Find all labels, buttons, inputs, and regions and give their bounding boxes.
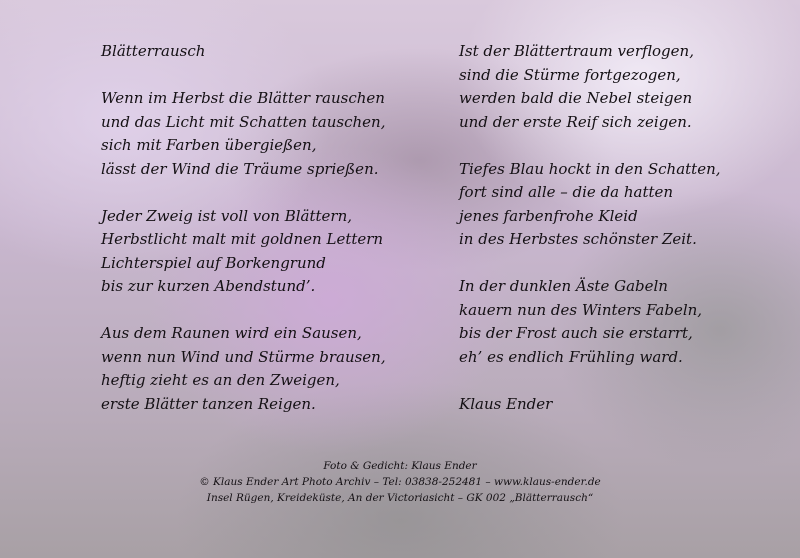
poem-right-column [459,40,779,416]
poem-line: Wenn im Herbst die Blätter rauschen [101,89,385,107]
poem-line: jenes farbenfrohe Kleid [459,206,638,225]
footer-location-line: Insel Rügen, Kreideküste, An der Victoriasicht – GK 002 „Blätterrausch“ [206,492,594,504]
poem-line: Ist der Blättertraum verflogen, [459,42,694,60]
poem-title: Blätterrausch [101,42,206,60]
poem-line: erste Blätter tanzen Reigen. [101,394,316,413]
poem-line: und das Licht mit Schatten tauschen, [101,112,386,131]
poem-line: sich mit Farben übergießen, [101,136,317,154]
poem-line: In der dunklen Äste Gabeln [459,277,668,295]
poem-line: bis der Frost auch sie erstarrt, [459,324,693,342]
poem-line: Jeder Zweig ist voll von Blättern, [101,206,353,225]
footer-copyright-line: © Klaus Ender Art Photo Archiv – Tel: 03838-252481 – www.klaus-ender.de [199,476,601,488]
poem-line: in des Herbstes schönster Zeit. [459,230,697,248]
poem-line: und der erste Reif sich zeigen. [459,112,692,131]
poem-line: lässt der Wind die Träume sprießen. [101,159,379,178]
stanza-6 [459,275,779,369]
poem-line: kauern nun des Winters Fabeln, [459,300,703,319]
stanza-5 [459,158,779,252]
poem-author: Klaus Ender [459,394,553,413]
poem-line: werden bald die Nebel steigen [459,89,693,107]
stanza-1 [101,87,401,181]
poem-line: Herbstlicht malt mit goldnen Lettern [101,230,384,248]
poem-line: eh’ es endlich Frühling ward. [459,347,683,366]
stanza-3 [101,322,401,416]
poem-line: heftig zieht es an den Zweigen, [101,371,340,389]
stanza-4 [459,40,779,134]
footer-credit-line: Foto & Gedicht: Klaus Ender [323,460,477,472]
poem-line: wenn nun Wind und Stürme brausen, [101,347,386,366]
poem-left-column [101,40,401,440]
poem-line: bis zur kurzen Abendstund’. [101,277,316,295]
poem-line: Lichterspiel auf Borkengrund [101,253,326,272]
poem-line: Aus dem Raunen wird ein Sausen, [101,324,362,342]
poem-line: sind die Stürme fortgezogen, [459,65,681,84]
poem-line: fort sind alle – die da hatten [459,183,674,201]
footer-credits [0,458,800,506]
poem-line: Tiefes Blau hockt in den Schatten, [459,159,721,178]
stanza-2 [101,205,401,299]
